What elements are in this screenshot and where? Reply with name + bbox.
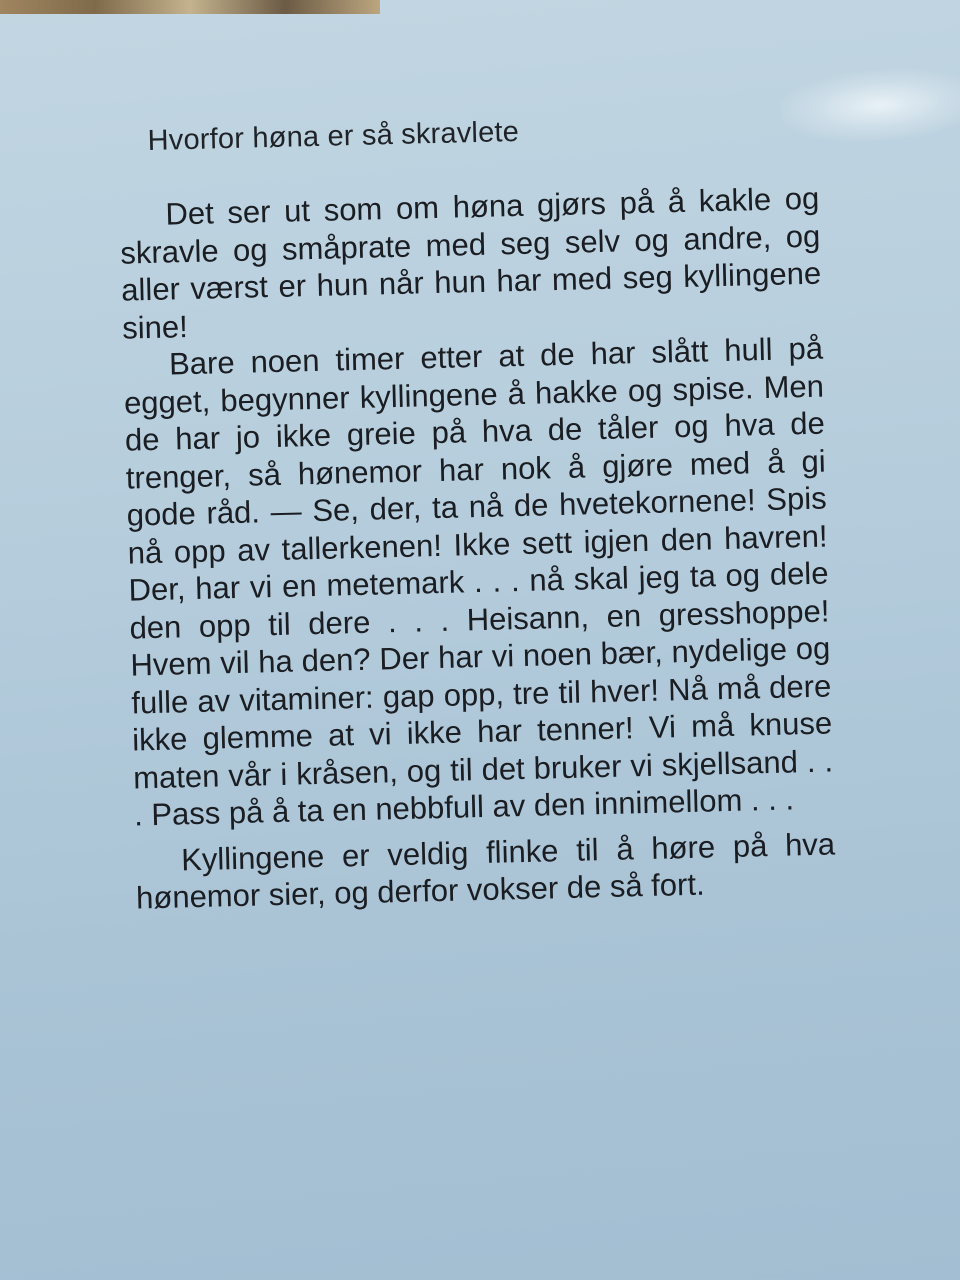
paragraph-1: Det ser ut som om høna gjørs på å kakle og skravle og småprate med seg selv og andre, og aller værst er hun når hun har med seg kyllingene sine! [119,180,822,346]
body-text [119,180,836,917]
page-title: Hvorfor høna er så skravlete [147,115,520,157]
paragraph-2: Bare noen timer etter at de har slått hull på egget, begynner kyllingene å hakke og spise. Men de har jo ikke greie på hva de tåler og hva de trenger, så hønemor har nok å gjøre med å gi gode råd. — Se, der, ta nå de hvetekornene! Spis nå opp av tallerkenen! Ikke sett igjen den havren! Der, har vi en metemark . . . nå skal jeg ta og dele den opp til dere . . . Heisann, en gresshoppe! Hvem vil ha den? Der har vi noen bær, nydelige og fulle av vitaminer: gap opp, tre til hver! Nå må dere ikke glemme at vi ikke har tenner! Vi må knuse maten vår i kråsen, og til det bruker vi skjellsand . . . Pass på å ta en nebbfull av den innimellom . . . [123,330,834,833]
paragraph-3: Kyllingene er veldig flinke til å høre på hva hønemor sier, og derfor vokser de så fort. [135,825,836,916]
